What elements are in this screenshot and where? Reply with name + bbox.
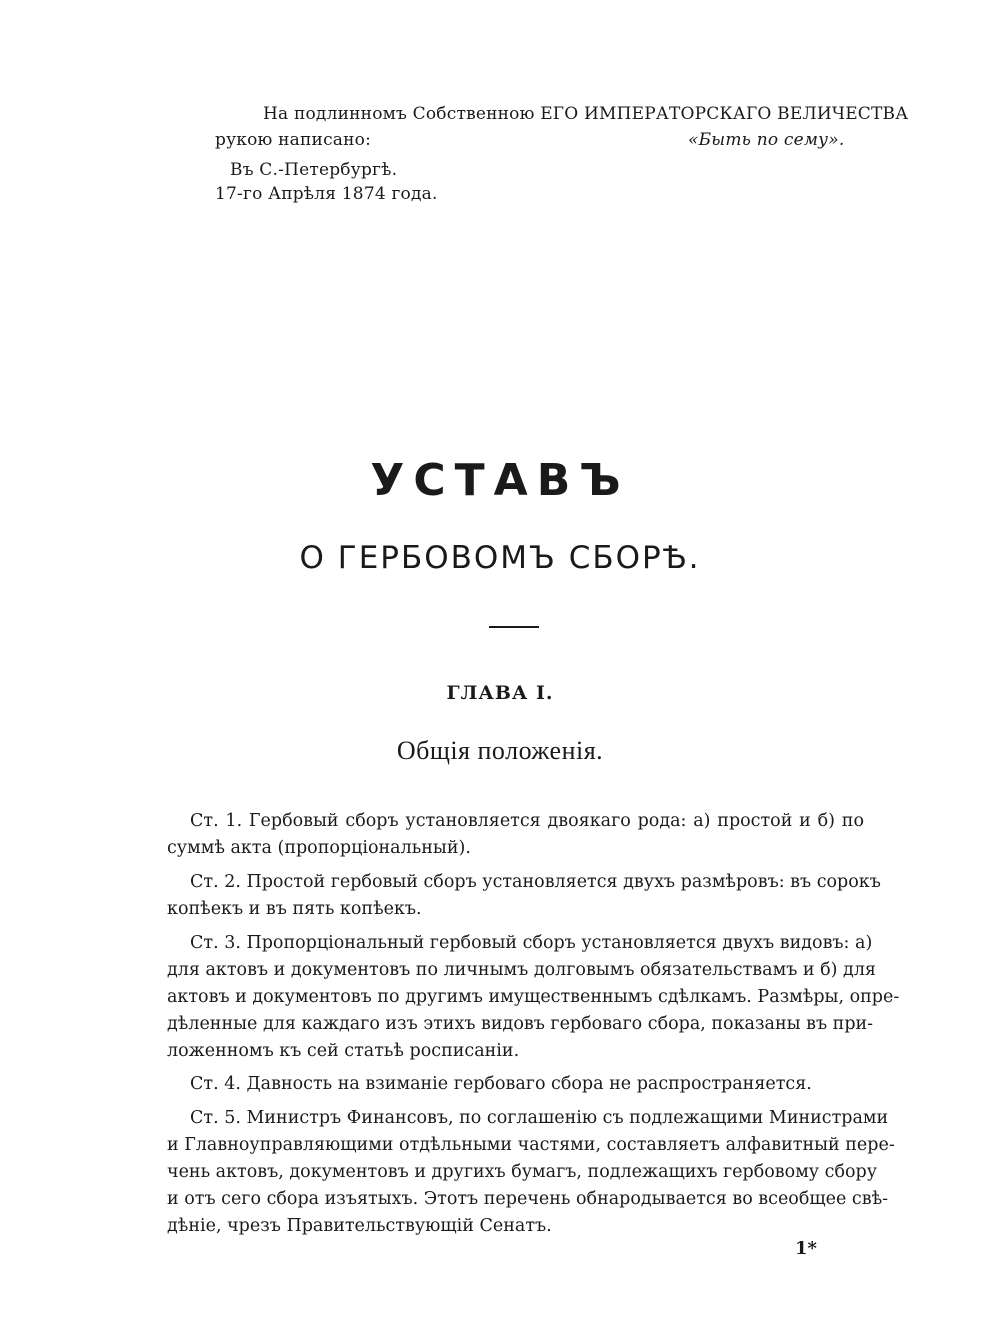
page-number: 1* (795, 1238, 817, 1259)
article-1-line-2: суммѣ акта (пропорціональный). (167, 838, 471, 858)
article-3-line-1: Ст. 3. Пропорціональный гербовый сборъ установляется двухъ видовъ: а) (190, 933, 873, 953)
article-5-line-5: дѣніе, чрезъ Правительствующій Сенатъ. (167, 1216, 552, 1236)
title-divider (489, 626, 539, 628)
article-2-line-2: копѣекъ и въ пять копѣекъ. (167, 899, 422, 919)
place-line: Въ С.-Петербургѣ. (230, 160, 398, 180)
document-subtitle: О ГЕРБОВОМЪ СБОРѢ. (299, 540, 701, 576)
article-5-line-4: и отъ сего сбора изъятыхъ. Этотъ перечень обнародывается во всеобщее свѣ- (167, 1189, 889, 1209)
article-5-line-2: и Главноуправляющими отдѣльными частями, составляетъ алфавитный пере- (167, 1135, 895, 1155)
article-5-line-1: Ст. 5. Министръ Финансовъ, по соглашенію съ подлежащими Министрами (190, 1108, 889, 1128)
article-3-line-4: дѣленные для каждаго изъ этихъ видовъ гербоваго сбора, показаны въ при- (167, 1014, 874, 1034)
document-title: УСТАВЪ (370, 455, 630, 506)
chapter-heading: ГЛАВА I. (446, 682, 554, 704)
date-line: 17-го Апрѣля 1874 года. (215, 184, 438, 204)
article-3-line-3: актовъ и документовъ по другимъ имущественнымъ сдѣлкамъ. Размѣры, опре- (167, 987, 900, 1007)
article-5-line-3: чень актовъ, документовъ и другихъ бумагъ, подлежащихъ гербовому сбору (167, 1162, 878, 1182)
preamble-line-1: На подлинномъ Собственною ЕГО ИМПЕРАТОРСКАГО ВЕЛИЧЕСТВА (263, 104, 909, 124)
article-4-line-1: Ст. 4. Давность на взиманіе гербоваго сбора не распространяется. (190, 1074, 812, 1094)
article-2-line-1: Ст. 2. Простой гербовый сборъ установляется двухъ размѣровъ: въ сорокъ (190, 872, 881, 892)
article-3-line-5: ложенномъ къ сей статьѣ росписаніи. (167, 1041, 520, 1061)
preamble-line-2: рукою написано: (215, 130, 372, 150)
article-1-line-1: Ст. 1. Гербовый сборъ установляется двоякаго рода: а) простой и б) по (190, 811, 864, 831)
decree-text: «Быть по сему». (688, 130, 845, 150)
chapter-title: Общія положенія. (396, 736, 604, 765)
article-3-line-2: для актовъ и документовъ по личнымъ долговымъ обязательствамъ и б) для (167, 960, 876, 980)
